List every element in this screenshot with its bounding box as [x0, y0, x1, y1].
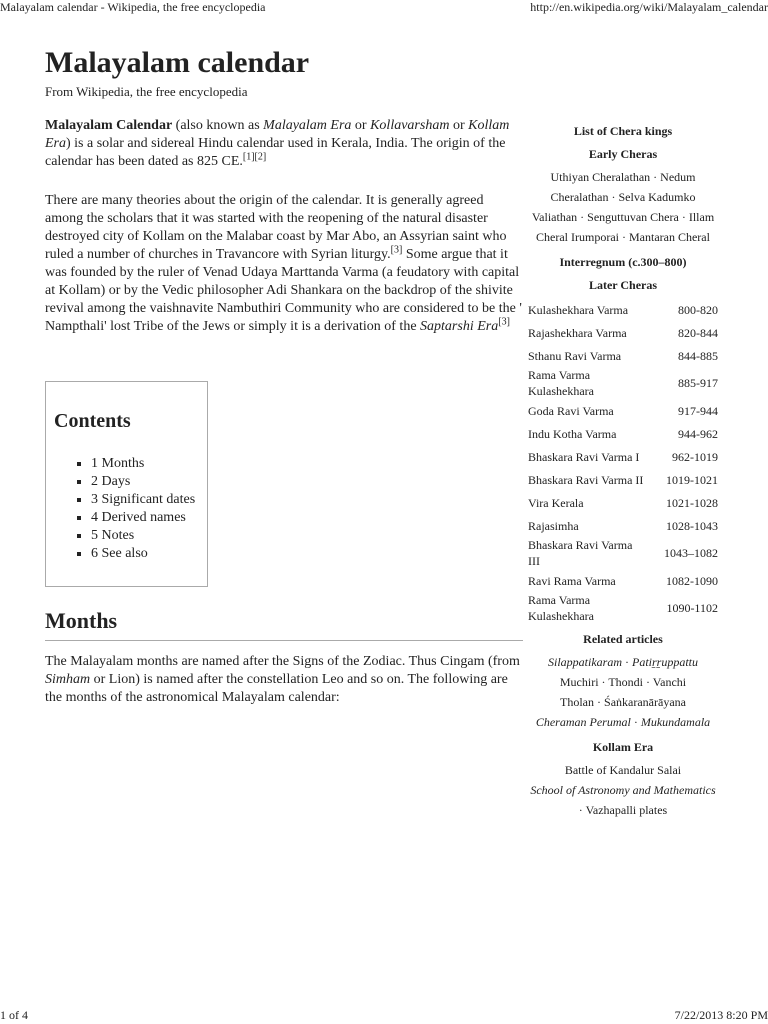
link-saptarshi-era[interactable]: Saptarshi Era [420, 319, 499, 334]
link-related[interactable]: Vanchi [652, 675, 687, 689]
term-malayalam-calendar: Malayalam Calendar [45, 118, 173, 133]
link-simham[interactable]: Simham [45, 672, 91, 687]
reign-years: 944-962 [678, 426, 718, 441]
toc-item[interactable]: ▪ 3 Significant dates [91, 491, 195, 509]
link-related[interactable]: Thondi [608, 675, 643, 689]
page-title: Malayalam calendar [45, 46, 310, 79]
king-name-link[interactable]: Kulashekhara Varma [528, 302, 629, 317]
king-name-link[interactable]: Goda Ravi Varma [528, 403, 614, 418]
link-related[interactable]: Tholan [560, 695, 595, 709]
link-early-chera[interactable]: Senguttuvan Chera [587, 210, 679, 224]
reign-years: 917-944 [678, 403, 718, 418]
king-name-link[interactable]: Rajasimha [528, 518, 579, 533]
reign-years: 1082-1090 [666, 573, 718, 588]
citation-3b[interactable]: [3] [498, 316, 510, 328]
reign-years: 820-844 [678, 325, 718, 340]
citation-1-2[interactable]: [1][2] [242, 151, 267, 163]
link-malayalam-era[interactable]: Malayalam Era [263, 118, 352, 133]
king-name-link[interactable]: Rama Varma Kulashekhara [528, 593, 594, 623]
link-related[interactable]: Silappatikaram [547, 655, 622, 669]
table-row [528, 321, 718, 344]
table-row [528, 367, 718, 399]
toc-item[interactable]: ▪ 6 See also [91, 545, 195, 563]
link-kollam[interactable]: Vazhapalli plates [585, 803, 668, 817]
section-heading-months: Months [45, 608, 118, 633]
reign-years: 844-885 [678, 348, 718, 363]
table-row [528, 445, 718, 468]
citation-3[interactable]: [3] [390, 244, 403, 256]
link-related[interactable]: Mukundamala [640, 715, 711, 729]
table-row [528, 422, 718, 445]
king-name-link[interactable]: Bhaskara Ravi Varma III [528, 538, 633, 568]
early-cheras-list: Uthiyan Cheralathan · Nedum Cheralathan · Selva Kadumko Valiathan · Senguttuvan Chera · Illam Cheral Irumporai · Mantaran Cheral [531, 170, 715, 244]
page-subtitle: From Wikipedia, the free encyclopedia [45, 84, 248, 99]
later-cheras-heading: Later Cheras [588, 278, 658, 292]
table-row [528, 537, 718, 569]
intro-paragraph: Malayalam Calendar (also known as Malayalam Era or Kollavarsham or Kollam Era) is a solar and sidereal Hindu calendar used in Kerala, India. The origin of the calendar has been dated as 825 CE.[1][2] [45, 118, 510, 169]
reign-years: 1043–1082 [664, 546, 718, 560]
reign-years: 1021-1028 [666, 495, 718, 510]
table-row [528, 569, 718, 592]
reign-years: 800-820 [678, 302, 718, 317]
kollam-era-list: Battle of Kandalur Salai School of Astronomy and Mathematics · Vazhapalli plates [530, 763, 716, 817]
link-early-chera[interactable]: Mantaran Cheral [629, 230, 710, 244]
link-related[interactable]: Patiṟṟuppattu [631, 655, 698, 669]
early-cheras-heading: Early Cheras [588, 147, 658, 161]
origin-paragraph: There are many theories about the origin of the calendar. It is generally agreed among the scholars that it was started with the reopening of the natural disaster destroyed city of Kollam on the Malabar coast by Mar Abo, an Assyrian saint who ruled a number of churches in Travancore with Syrian liturgy.[3] Some argue that it was founded by the ruler of Venad Udaya Marttanda Varma (a feudatory with capital at Kollam) or by the Vedic philosopher Adi Shankara on the backdrop of the shivite revival among the vaishnavite Nambuthiri Community who are considered to be the ' Nampthali' lost Tribe of the Jews or simply it is a derivation of the Saptarshi Era[3] [45, 193, 522, 334]
king-name-link[interactable]: Vira Kerala [528, 495, 584, 510]
interregnum-heading: Interregnum (c.300–800) [559, 255, 687, 269]
reign-years: 885-917 [678, 376, 718, 390]
related-articles-list: Silappatikaram · Patiṟṟuppattu Muchiri · Thondi · Vanchi Tholan · Śaṅkaranārāyana Cheraman Perumal · Mukundamala [535, 655, 711, 729]
infobox-title: List of Chera kings [573, 124, 673, 138]
toc-title: Contents [54, 410, 131, 432]
king-name-link[interactable]: Rajashekhara Varma [528, 325, 627, 340]
chera-kings-infobox [528, 121, 718, 820]
table-row [528, 592, 718, 624]
reign-years: 1019-1021 [666, 472, 718, 487]
toc-item[interactable]: ▪ 4 Derived names [91, 509, 195, 527]
toc-item[interactable]: ▪ 5 Notes [91, 527, 195, 545]
link-early-chera[interactable]: Selva Kadumko Valiathan [531, 190, 696, 224]
king-name-link[interactable]: Sthanu Ravi Varma [528, 348, 622, 363]
king-name-link[interactable]: Bhaskara Ravi Varma I [528, 449, 640, 464]
print-footer-page: 1 of 4 [0, 1008, 28, 1022]
toc-item[interactable]: ▪ 1 Months [91, 455, 195, 473]
print-header-title: Malayalam calendar - Wikipedia, the free encyclopedia [0, 0, 266, 14]
table-row [528, 344, 718, 367]
table-row [528, 491, 718, 514]
link-early-chera[interactable]: Nedum Cheralathan [550, 170, 696, 204]
link-kollam[interactable]: Battle of Kandalur Salai [564, 763, 682, 777]
link-kollavarsham[interactable]: Kollavarsham [370, 118, 450, 133]
later-cheras-table [528, 298, 718, 624]
reign-years: 1090-1102 [666, 601, 718, 615]
king-name-link[interactable]: Indu Kotha Varma [528, 426, 617, 441]
link-related[interactable]: Muchiri [559, 675, 599, 689]
link-early-chera[interactable]: Illam Cheral Irumporai [536, 210, 715, 244]
king-name-link[interactable]: Rama Varma Kulashekhara [528, 368, 594, 398]
related-articles-heading: Related articles [583, 632, 663, 646]
table-row [528, 399, 718, 422]
link-kollam[interactable]: School of Astronomy and Mathematics [530, 783, 716, 797]
link-related[interactable]: Śaṅkaranārāyana [604, 695, 686, 709]
king-name-link[interactable]: Ravi Rama Varma [528, 573, 616, 588]
king-name-link[interactable]: Bhaskara Ravi Varma II [528, 472, 644, 487]
table-row [528, 468, 718, 491]
toc-item[interactable]: ▪ 2 Days [91, 473, 195, 491]
table-row [528, 298, 718, 321]
link-related[interactable]: Cheraman Perumal [535, 715, 631, 729]
toc-list [46, 455, 195, 563]
print-header-url: http://en.wikipedia.org/wiki/Malayalam_calendar [530, 0, 768, 14]
link-early-chera[interactable]: Uthiyan Cheralathan [550, 170, 651, 184]
table-of-contents [45, 381, 208, 587]
link-kollam-era[interactable]: Kollam Era [45, 118, 510, 151]
reign-years: 1028-1043 [666, 518, 718, 533]
print-footer-datetime: 7/22/2013 8:20 PM [674, 1008, 768, 1022]
reign-years: 962-1019 [672, 449, 718, 464]
heading-divider [45, 640, 523, 641]
table-row [528, 514, 718, 537]
months-paragraph: The Malayalam months are named after the Signs of the Zodiac. Thus Cingam (from Simham or Lion) is named after the constellation Leo and so on. The following are the months of the astronomical Malayalam calendar: [45, 654, 520, 705]
kollam-era-heading: Kollam Era [592, 740, 654, 754]
